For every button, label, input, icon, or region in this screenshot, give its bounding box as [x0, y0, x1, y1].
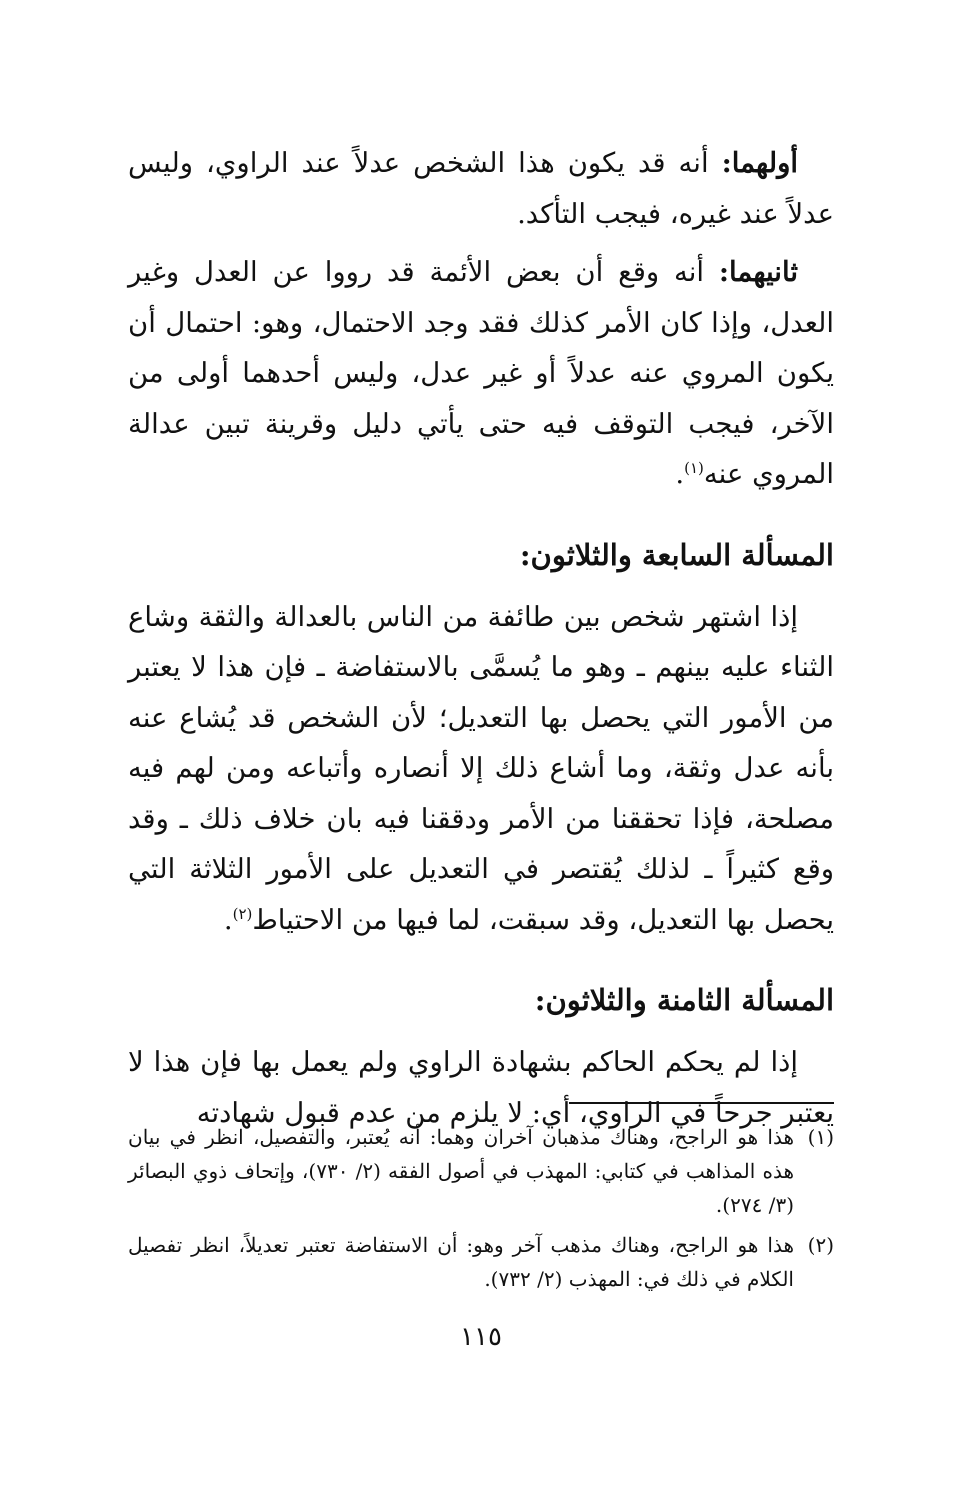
paragraph-end: .: [675, 458, 685, 490]
footnote-2: [128, 1228, 834, 1296]
footnote-1: [128, 1120, 834, 1222]
footnote-text: هذا هو الراجح، وهناك مذهبان آخران وهما: أنه يُعتبر، والتفصيل، انظر في بيان هذه المذاهب في كتابي: المهذب في أصول الفقه (٢/ ٧٣٠)، وإتحاف ذوي البصائر (٣/ ٢٧٤).: [128, 1125, 794, 1217]
footnote-ref-2[interactable]: (٢): [232, 904, 253, 923]
paragraph-section-37: [128, 592, 834, 946]
main-text: [128, 138, 834, 1146]
footnote-number: (١): [807, 1125, 834, 1149]
footnotes-area: [128, 1102, 834, 1302]
paragraph-body: إذا لم يحكم الحاكم بشهادة الراوي ولم يعمل بها فإن هذا لا يعتبر جرحاً في الراوي، أي: لا يلزم من عدم قبول شهادته: [128, 1046, 834, 1129]
paragraph-lead: أولهما:: [721, 147, 798, 179]
section-heading-37: المسألة السابعة والثلاثون:: [519, 537, 834, 572]
paragraph-body: إذا اشتهر شخص بين طائفة من الناس بالعدالة والثقة وشاع الثناء عليه بينهم ـ وهو ما يُسمَّى بالاستفاضة ـ فإن هذا لا يعتبر من الأمور التي يحصل بها التعديل؛ لأن الشخص قد يُشاع عنه بأنه عدل وثقة، وما أشاع ذلك إلا أنصاره وأتباعه ومن لهم فيه مصلحة، فإذا تحققنا من الأمر ودققنا فيه بان خلاف ذلك ـ وقد وقع كثيراً ـ لذلك يُقتصر في التعديل على الأمور الثلاثة التي يحصل بها التعديل، وقد سبقت، لما فيها من الاحتياط: [128, 600, 834, 936]
section-heading-38: المسألة الثامنة والثلاثون:: [534, 983, 834, 1017]
footnote-text: هذا هو الراجح، وهناك مذهب آخر وهو: أن الاستفاضة تعتبر تعديلاً، انظر تفصيل الكلام في ذلك في: المهذب (٢/ ٧٣٢).: [128, 1233, 794, 1291]
page-number: ١١٥: [460, 1322, 502, 1352]
paragraph-second-reason: [128, 247, 834, 500]
footnote-ref-1[interactable]: (١): [684, 458, 704, 477]
paragraph-body: أنه قد يكون هذا الشخص عدلاً عند الراوي، وليس عدلاً عند غيره، فيجب التأكد.: [128, 147, 834, 230]
footnote-number: (٢): [807, 1233, 834, 1257]
paragraph-first-reason: [128, 138, 834, 239]
paragraph-body: أنه وقع أن بعض الأئمة قد رووا عن العدل وغير العدل، وإذا كان الأمر كذلك فقد وجد الاحتمال، وهو: احتمال أن يكون المروي عنه عدلاً أو غير عدل، وليس أحدهما أولى من الآخر، فيجب التوقف فيه حتى يأتي دليل وقرينة تبين عدالة المروي عنه: [128, 256, 834, 490]
footnote-separator: [569, 1102, 834, 1104]
paragraph-lead: ثانيهما:: [718, 256, 798, 288]
paragraph-end: .: [223, 903, 233, 936]
